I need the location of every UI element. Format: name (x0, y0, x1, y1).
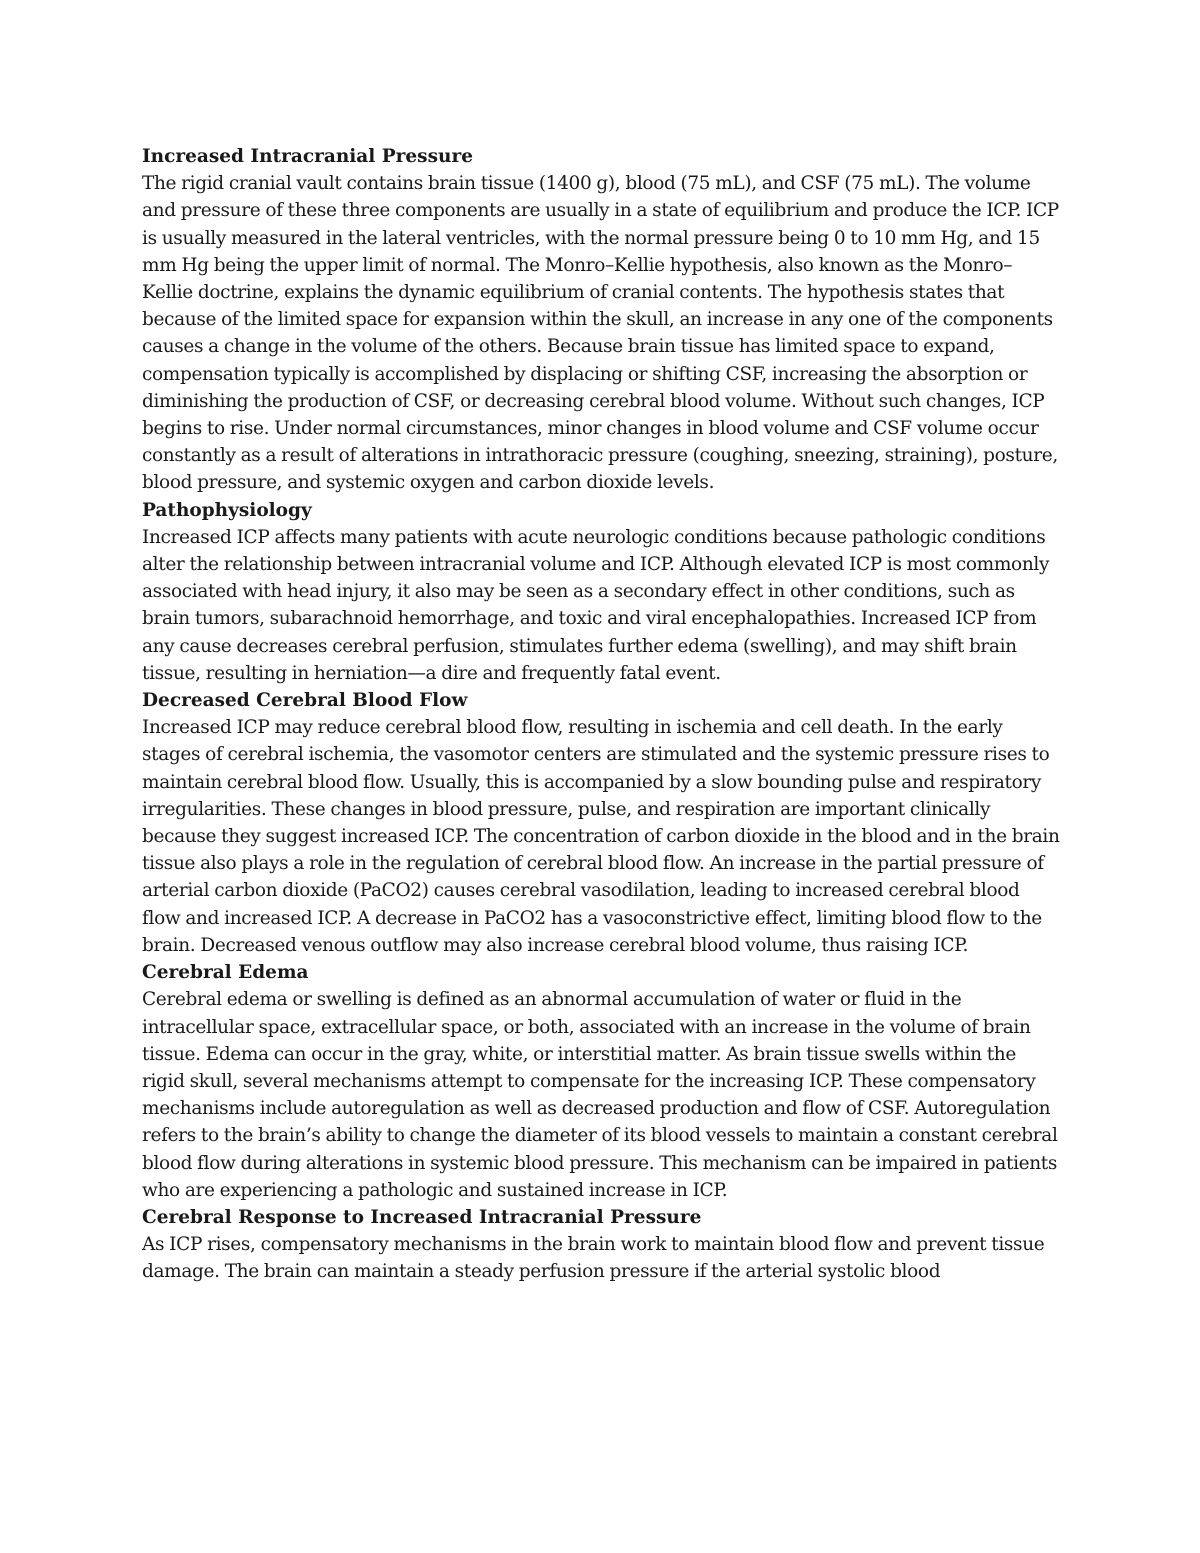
section-cerebral-edema (142, 959, 1062, 1204)
section-paragraph: Increased ICP may reduce cerebral blood flow, resulting in ischemia and cell death. In the early stages of cerebral ischemia, the vasomotor centers are stimulated and the systemic pressure rises to maintain cerebral blood flow. Usually, this is accompanied by a slow bounding pulse and respiratory irregularities. These changes in blood pressure, pulse, and respiration are important clinically because they suggest increased ICP. The concentration of carbon dioxide in the blood and in the brain tissue also plays a role in the regulation of cerebral blood flow. An increase in the partial pressure of arterial carbon dioxide (PaCO2) causes cerebral vasodilation, leading to increased cerebral blood flow and increased ICP. A decrease in PaCO2 has a vasoconstrictive effect, limiting blood flow to the brain. Decreased venous outflow may also increase cerebral blood volume, thus raising ICP. (142, 717, 1060, 956)
document-page (142, 143, 1062, 1286)
section-heading: Decreased Cerebral Blood Flow (142, 690, 468, 712)
section-pathophysiology (142, 497, 1062, 687)
section-decreased-cerebral-blood-flow (142, 687, 1062, 959)
section-heading: Cerebral Edema (142, 962, 309, 984)
section-paragraph: Cerebral edema or swelling is defined as an abnormal accumulation of water or fluid in the intracellular space, extracellular space, or both, associated with an increase in the volume of brain tissue. Edema can occur in the gray, white, or interstitial matter. As brain tissue swells within the rigid skull, several mechanisms attempt to compensate for the increasing ICP. These compensatory mechanisms include autoregulation as well as decreased production and flow of CSF. Autoregulation refers to the brain’s ability to change the diameter of its blood vessels to maintain a constant cerebral blood flow during alterations in systemic blood pressure. This mechanism can be impaired in patients who are experiencing a pathologic and sustained increase in ICP. (142, 989, 1058, 1201)
section-heading: Cerebral Response to Increased Intracranial Pressure (142, 1206, 702, 1228)
section-paragraph: Increased ICP affects many patients with acute neurologic conditions because pathologic conditions alter the relationship between intracranial volume and ICP. Although elevated ICP is most commonly associated with head injury, it also may be seen as a secondary effect in other conditions, such as brain tumors, subarachnoid hemorrhage, and toxic and viral encephalopathies. Increased ICP from any cause decreases cerebral perfusion, stimulates further edema (swelling), and may shift brain tissue, resulting in herniation—a dire and frequently fatal event. (142, 526, 1050, 684)
section-increased-intracranial-pressure (142, 143, 1062, 497)
section-heading: Pathophysiology (142, 499, 312, 521)
section-cerebral-response (142, 1204, 1062, 1286)
section-paragraph: The rigid cranial vault contains brain tissue (1400 g), blood (75 mL), and CSF (75 mL). The volume and pressure of these three components are usually in a state of equilibrium and produce the ICP. ICP is usually measured in the lateral ventricles, with the normal pressure being 0 to 10 mm Hg, and 15 mm Hg being the upper limit of normal. The Monro–Kellie hypothesis, also known as the Monro–Kellie doctrine, explains the dynamic equilibrium of cranial contents. The hypothesis states that because of the limited space for expansion within the skull, an increase in any one of the components causes a change in the volume of the others. Because brain tissue has limited space to expand, compensation typically is accomplished by displacing or shifting CSF, increasing the absorption or diminishing the production of CSF, or decreasing cerebral blood volume. Without such changes, ICP begins to rise. Under normal circumstances, minor changes in blood volume and CSF volume occur constantly as a result of alterations in intrathoracic pressure (coughing, sneezing, straining), posture, blood pressure, and systemic oxygen and carbon dioxide levels. (142, 173, 1059, 494)
section-paragraph: As ICP rises, compensatory mechanisms in the brain work to maintain blood flow and prevent tissue damage. The brain can maintain a steady perfusion pressure if the arterial systolic blood (142, 1234, 1045, 1283)
section-heading: Increased Intracranial Pressure (142, 146, 473, 167)
